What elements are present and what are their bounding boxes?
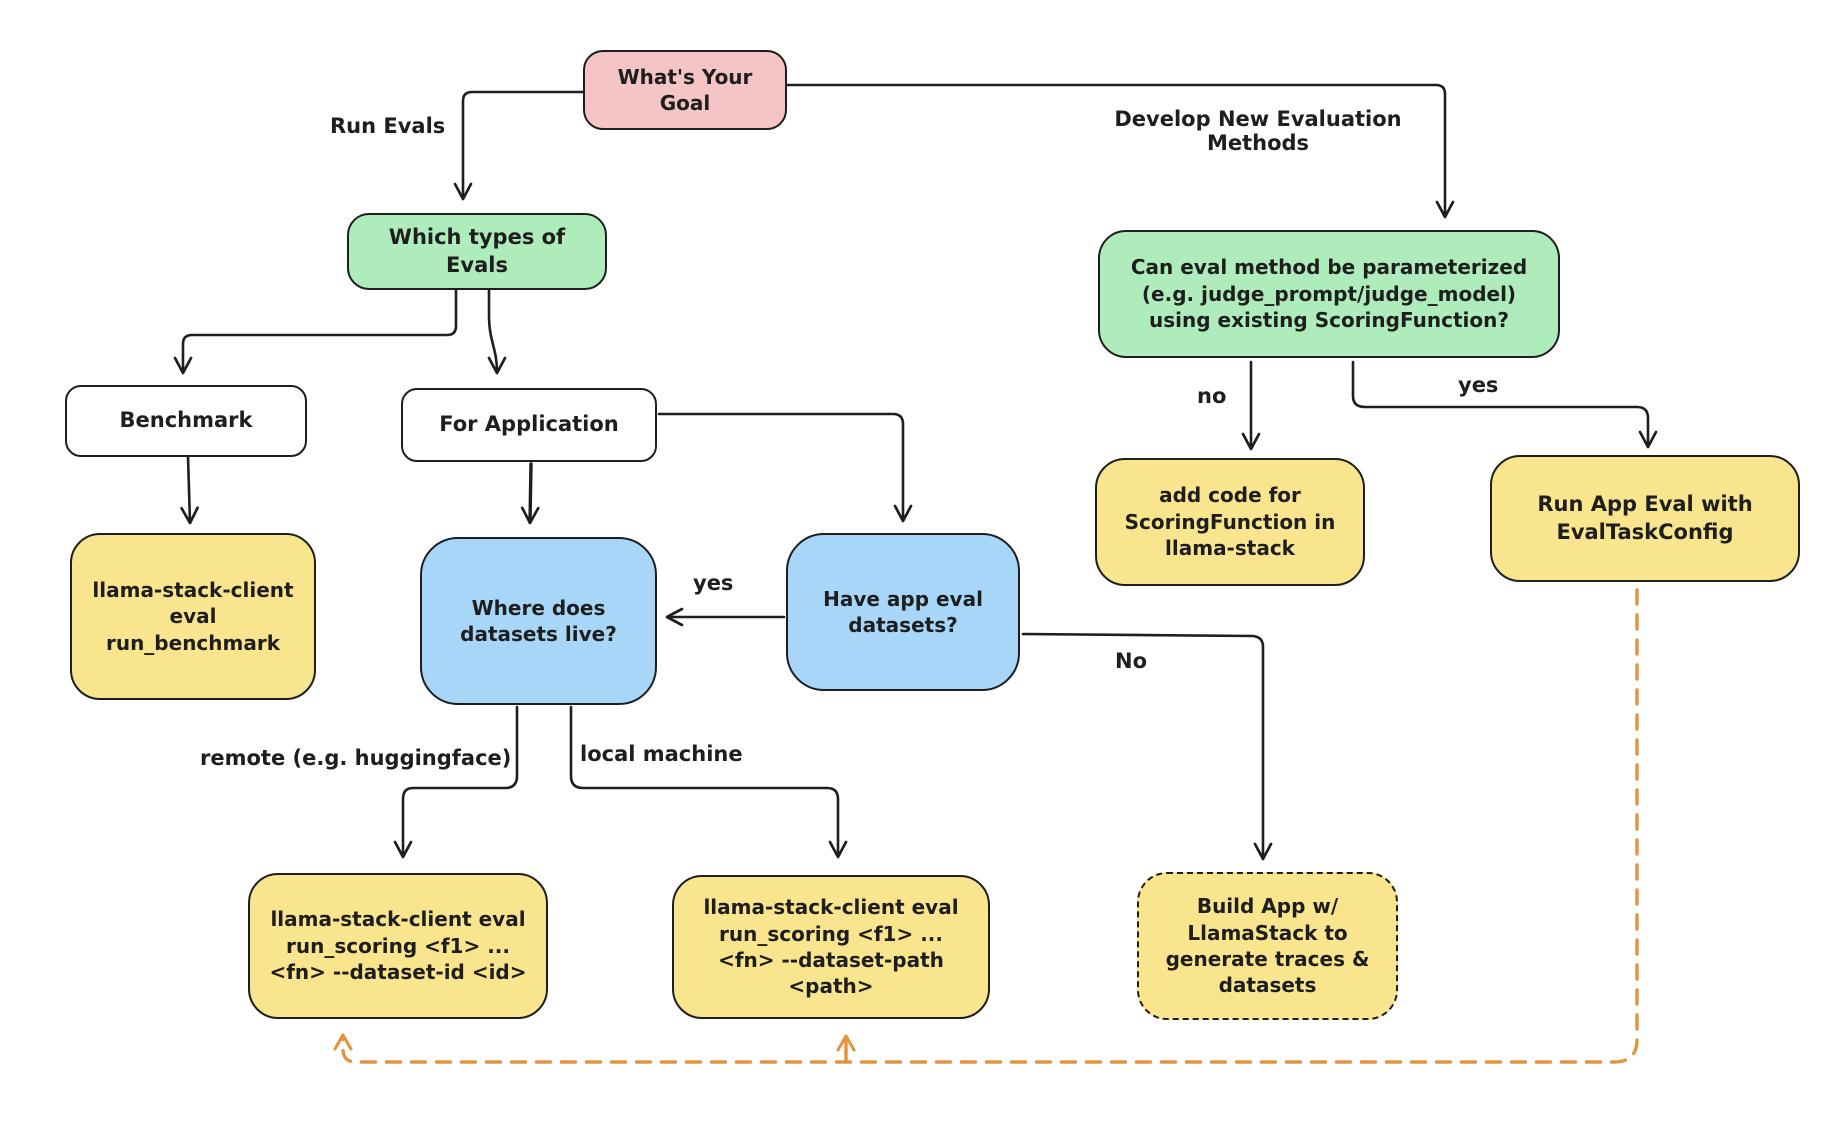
node-have-app-eval-datasets xyxy=(786,533,1020,691)
node-run-scoring-dataset-id-label: llama-stack-client eval run_scoring <f1> ... <fn> --dataset-id <id> xyxy=(269,907,527,985)
node-run-app-eval-with-evaltaskconfig xyxy=(1490,455,1800,582)
edge-label-no-have-datasets: No xyxy=(1115,649,1148,673)
node-where-does-datasets-live xyxy=(420,537,657,705)
node-run-benchmark-command xyxy=(70,533,316,700)
node-where-does-datasets-live-label: Where does datasets live? xyxy=(460,595,617,646)
edge-benchmark-to-run-benchmark xyxy=(188,457,190,522)
node-build-app-with-llamastack-label: Build App w/ LlamaStack to generate traces & datasets xyxy=(1165,894,1370,998)
node-which-types-of-evals xyxy=(347,213,607,290)
edge-which-types-to-for-application xyxy=(489,290,497,372)
edge-which-types-to-benchmark xyxy=(183,290,456,372)
edge-where-datasets-to-run-scoring-path-local xyxy=(571,707,838,856)
edge-where-datasets-to-run-scoring-id-remote xyxy=(403,707,517,856)
node-benchmark xyxy=(65,385,307,457)
node-which-types-of-evals-label: Which types of Evals xyxy=(388,224,566,277)
edge-label-no-parameterize: no xyxy=(1197,384,1227,408)
node-run-scoring-dataset-id xyxy=(248,873,548,1019)
node-run-scoring-dataset-path xyxy=(672,875,990,1019)
node-run-scoring-dataset-path-label: llama-stack-client eval run_scoring <f1> ... <fn> --dataset-path <path> xyxy=(703,895,959,999)
node-run-benchmark-command-label: llama-stack-client eval run_benchmark xyxy=(92,577,294,655)
edge-for-application-to-have-datasets xyxy=(659,414,903,520)
node-build-app-with-llamastack xyxy=(1137,872,1398,1020)
edge-for-application-to-where-datasets xyxy=(530,464,531,522)
edge-label-remote-huggingface: remote (e.g. huggingface) xyxy=(200,746,512,770)
edge-label-yes-parameterize: yes xyxy=(1458,373,1499,397)
node-add-code-for-scoring-function-label: add code for ScoringFunction in llama-stack xyxy=(1124,483,1336,561)
node-whats-your-goal-label: What's Your Goal xyxy=(617,64,753,115)
edge-can-parameterize-to-run-app-eval-yes xyxy=(1353,362,1648,446)
node-benchmark-label: Benchmark xyxy=(119,408,253,433)
node-run-app-eval-with-evaltaskconfig-label: Run App Eval with EvalTaskConfig xyxy=(1537,491,1753,544)
node-add-code-for-scoring-function xyxy=(1095,458,1365,586)
edge-label-run-evals: Run Evals xyxy=(330,114,446,138)
node-whats-your-goal xyxy=(583,50,787,130)
edge-goal-to-which-types xyxy=(463,92,583,198)
node-for-application xyxy=(401,388,657,462)
edge-label-develop-new-evaluation-methods: Develop New Evaluation Methods xyxy=(1114,107,1402,155)
node-have-app-eval-datasets-label: Have app eval datasets? xyxy=(823,586,983,637)
node-for-application-label: For Application xyxy=(439,412,619,437)
node-can-eval-method-be-parameterized xyxy=(1098,230,1560,358)
node-can-eval-method-be-parameterized-label: Can eval method be parameterized (e.g. judge_prompt/judge_model) using existing ScoringFunction? xyxy=(1130,255,1528,333)
edge-label-local-machine: local machine xyxy=(580,742,743,766)
edge-label-yes-have-datasets: yes xyxy=(693,571,734,595)
